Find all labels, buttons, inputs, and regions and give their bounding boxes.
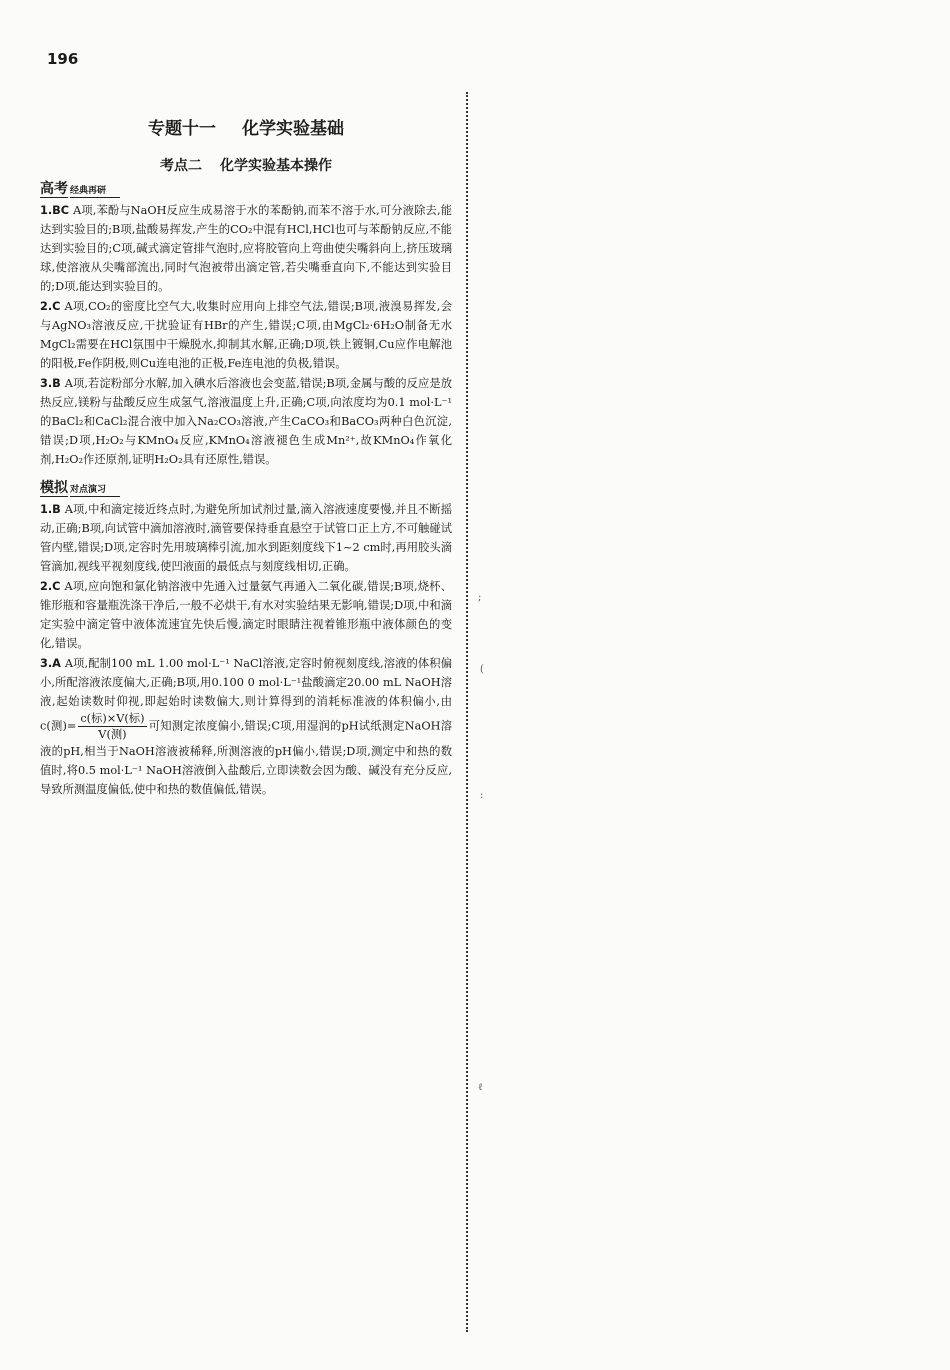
answer-number: 1.B bbox=[40, 503, 61, 516]
answer-item bbox=[40, 577, 452, 653]
group-tag-sub: 对点演习 bbox=[70, 484, 120, 497]
group-tag bbox=[40, 480, 452, 497]
answer-text: A项,苯酚与NaOH反应生成易溶于水的苯酚钠,而苯不溶于水,可分液除去,能达到实验目的;B项,盐酸易挥发,产生的CO₂中混有HCl,HCl也可与苯酚钠反应,不能达到实验目的;C项,碱式滴定管排气泡时,应将胶管向上弯曲使尖嘴斜向上,挤压玻璃球,使溶液从尖嘴部流出,同时气泡被带出滴定管,若尖嘴垂直向下,不能达到实验目的;D项,能达到实验目的。 bbox=[40, 204, 452, 293]
answer-text: A项,中和滴定接近终点时,为避免所加试剂过量,滴入溶液速度要慢,并且不断摇动,正确;B项,向试管中滴加溶液时,滴管要保持垂直悬空于试管口正上方,不可触碰试管内壁,错误;D项,定容时先用玻璃棒引流,加水到距刻度线下1~2 cm时,再用胶头滴管滴加,视线平视刻度线,使凹液面的最低点与刻度线相切,正确。 bbox=[40, 503, 452, 573]
answer-number: 1.BC bbox=[40, 204, 70, 217]
answer-item bbox=[40, 374, 452, 469]
scan-mark: : bbox=[480, 790, 484, 801]
answer-text: A项,CO₂的密度比空气大,收集时应用向上排空气法,错误;B项,液溴易挥发,会与AgNO₃溶液反应,干扰验证有HBr的产生,错误;C项,由MgCl₂·6H₂O制备无水MgCl₂需要在HCl氛围中干燥脱水,抑制其水解,正确;D项,铁上镀铜,Cu应作电解池的阳极,Fe作阴极,则Cu连电池的正极,Fe连电池的负极,错误。 bbox=[40, 300, 452, 370]
column-divider bbox=[466, 92, 468, 1332]
chapter-label: 专题十一 bbox=[148, 119, 216, 139]
answer-item bbox=[40, 297, 452, 373]
fraction-numerator: c(标)×V(标) bbox=[80, 712, 145, 725]
page-number: 196 bbox=[47, 50, 79, 68]
answer-text: A项,应向饱和氯化钠溶液中先通入过量氨气再通入二氧化碳,错误;B项,烧杯、锥形瓶和容量瓶洗涤干净后,一般不必烘干,有水对实验结果无影响,错误;D项,中和滴定实验中滴定管中液体流速宜先快后慢,滴定时眼睛注视着锥形瓶中液体颜色的变化,错误。 bbox=[40, 580, 452, 650]
chapter-heading bbox=[40, 114, 452, 139]
answer-item bbox=[40, 201, 452, 296]
section-label: 考点二 bbox=[160, 158, 202, 174]
answer-number: 3.B bbox=[40, 377, 61, 390]
section-heading bbox=[40, 155, 452, 175]
answer-number: 2.C bbox=[40, 580, 61, 593]
answer-text: A项,配制100 mL 1.00 mol·L⁻¹ NaCl溶液,定容时俯视刻度线,溶液的体积偏小,所配溶液浓度偏大,正确;B项,用0.100 0 mol·L⁻¹盐酸滴定20.00 mL NaOH溶液,起始读数时仰视,即起始时读数偏大,则计算得到的消耗标准液的体积偏小,由c(测)= bbox=[40, 657, 452, 733]
answer-item bbox=[40, 500, 452, 576]
scan-mark: ( bbox=[480, 664, 484, 675]
scan-mark: ℓ bbox=[478, 1082, 483, 1093]
answer-text: A项,若淀粉部分水解,加入碘水后溶液也会变蓝,错误;B项,金属与酸的反应是放热反应,镁粉与盐酸反应生成氢气,溶液温度上升,正确;C项,向浓度均为0.1 mol·L⁻¹的BaCl₂和CaCl₂混合液中加入Na₂CO₃溶液,产生CaCO₃和BaCO₃两种白色沉淀,错误;D项,H₂O₂与KMnO₄反应,KMnO₄溶液褪色生成Mn²⁺,故KMnO₄作氧化剂,H₂O₂作还原剂,证明H₂O₂具有还原性,错误。 bbox=[40, 377, 452, 466]
fraction-denominator: V(测) bbox=[98, 728, 127, 741]
group-tag bbox=[40, 181, 452, 198]
left-column bbox=[40, 110, 452, 800]
answer-item bbox=[40, 654, 452, 799]
group-tag-main: 模拟 bbox=[40, 480, 68, 496]
answer-text: 可知测定浓度偏小,错误;C项,用湿润的pH试纸测定NaOH溶液的pH,相当于NaOH溶液被稀释,所测溶液的pH偏小,错误;D项,测定中和热的数值时,将0.5 mol·L⁻¹ NaOH溶液倒入盐酸后,立即读数会因为酸、碱没有充分反应,导致所测温度偏低,使中和热的数值偏低,错误。 bbox=[40, 719, 453, 796]
group-tag-sub: 经典再研 bbox=[70, 185, 120, 198]
answer-number: 3.A bbox=[40, 657, 61, 670]
group-tag-main: 高考 bbox=[40, 181, 68, 197]
chapter-title: 化学实验基础 bbox=[242, 119, 344, 139]
answer-number: 2.C bbox=[40, 300, 61, 313]
scan-mark: ; bbox=[478, 592, 482, 603]
fraction-formula bbox=[78, 711, 146, 742]
section-title: 化学实验基本操作 bbox=[220, 158, 332, 174]
